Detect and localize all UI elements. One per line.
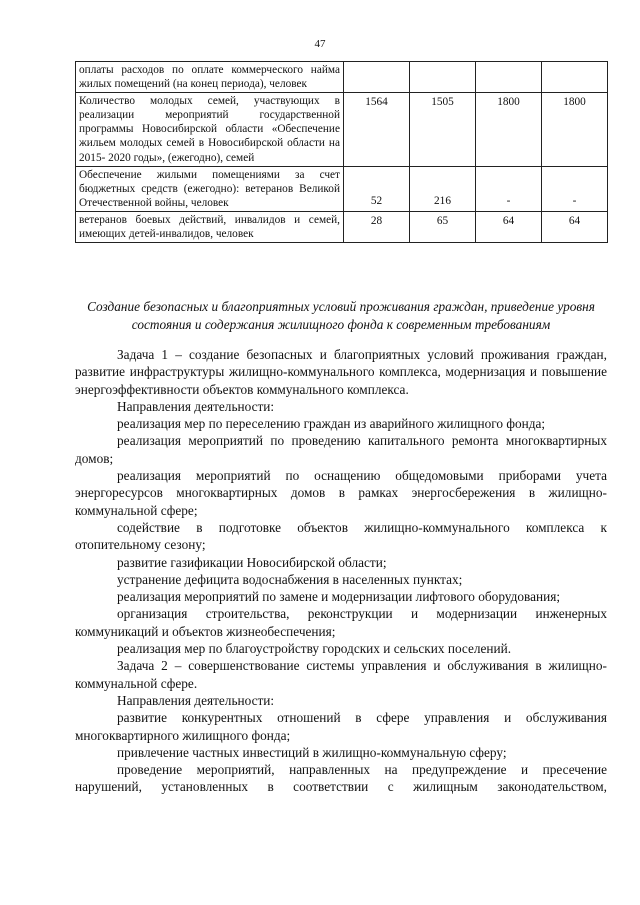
table-row: [76, 93, 608, 166]
paragraph: Задача 1 – создание безопасных и благоприятных условий проживания граждан, развитие инфраструктуры жилищно-коммунального комплекса, модернизация и повышение энергоэффективности объектов коммунального комплекса.: [75, 347, 607, 397]
table-row: [76, 211, 608, 242]
table-cell-value: [410, 62, 476, 93]
indicators-table: [75, 61, 608, 243]
paragraph: реализация мероприятий по оснащению общедомовыми приборами учета энергоресурсов многоквартирных домов в рамках энергосбережения в жилищно-коммунальной сфере;: [75, 468, 607, 518]
table-row: [76, 62, 608, 93]
table-cell-value: -: [542, 166, 608, 211]
table-cell-value: [344, 62, 410, 93]
table-cell-label: ветеранов боевых действий, инвалидов и семей, имеющих детей-инвалидов, человек: [76, 211, 344, 242]
section-title: Создание безопасных и благоприятных условий проживания граждан, приведение уровня состояния и содержания жилищного фонда к современным требованиям: [87, 299, 595, 332]
table-cell-value: -: [476, 166, 542, 211]
table-row: [76, 166, 608, 211]
paragraph: реализация мероприятий по замене и модернизации лифтового оборудования;: [117, 589, 561, 605]
paragraph: устранение дефицита водоснабжения в населенных пунктах;: [117, 571, 463, 587]
table-cell-value: 64: [476, 211, 542, 242]
table-cell-label: оплаты расходов по оплате коммерческого найма жилых помещений (на конец периода), человек: [76, 62, 344, 93]
paragraph: Направления деятельности:: [117, 692, 275, 708]
paragraph: реализация мер по переселению граждан из аварийного жилищного фонда;: [117, 416, 546, 432]
paragraph: привлечение частных инвестиций в жилищно-коммунальную сферу;: [117, 744, 507, 760]
page-number: 47: [314, 38, 326, 50]
table-cell-value: 1505: [410, 93, 476, 166]
table-cell-value: 1800: [476, 93, 542, 166]
table-cell-value: 216: [410, 166, 476, 211]
table-cell-value: [476, 62, 542, 93]
table-cell-value: 28: [344, 211, 410, 242]
table-cell-value: 52: [344, 166, 410, 211]
paragraph: Направления деятельности:: [117, 398, 275, 414]
indicators-table-body: [76, 62, 608, 243]
table-cell-value: 65: [410, 211, 476, 242]
paragraph: реализация мер по благоустройству городских и сельских поселений.: [117, 641, 512, 657]
paragraph: развитие газификации Новосибирской области;: [117, 554, 387, 570]
table-cell-value: [542, 62, 608, 93]
table-cell-label: Обеспечение жилыми помещениями за счет бюджетных средств (ежегодно): ветеранов Великой Отечественной войны, человек: [76, 166, 344, 211]
paragraph: проведение мероприятий, направленных на предупреждение и пресечение нарушений, установленных в соответствии с жилищным законодательством,: [75, 762, 607, 795]
table-cell-value: 64: [542, 211, 608, 242]
paragraph: реализация мероприятий по проведению капитального ремонта многоквартирных домов;: [75, 433, 607, 466]
paragraph: содействие в подготовке объектов жилищно-коммунального комплекса к отопительному сезону;: [75, 519, 607, 553]
table-cell-value: 1564: [344, 93, 410, 166]
table-cell-value: 1800: [542, 93, 608, 166]
paragraph: Задача 2 – совершенствование системы управления и обслуживания в жилищно-коммунальной сфере.: [75, 658, 607, 691]
body-text: [75, 346, 607, 796]
paragraph: развитие конкурентных отношений в сфере управления и обслуживания многоквартирного жилищного фонда;: [75, 710, 607, 743]
paragraph: организация строительства, реконструкции и модернизации инженерных коммуникаций и объектов жизнеобеспечения;: [75, 606, 607, 639]
table-cell-label: Количество молодых семей, участвующих в реализации мероприятий государственной программы Новосибирской области «Обеспечение жильем молодых семей в Новосибирской области на 2015- 2020 годы», (ежегодно), семей: [76, 93, 344, 166]
